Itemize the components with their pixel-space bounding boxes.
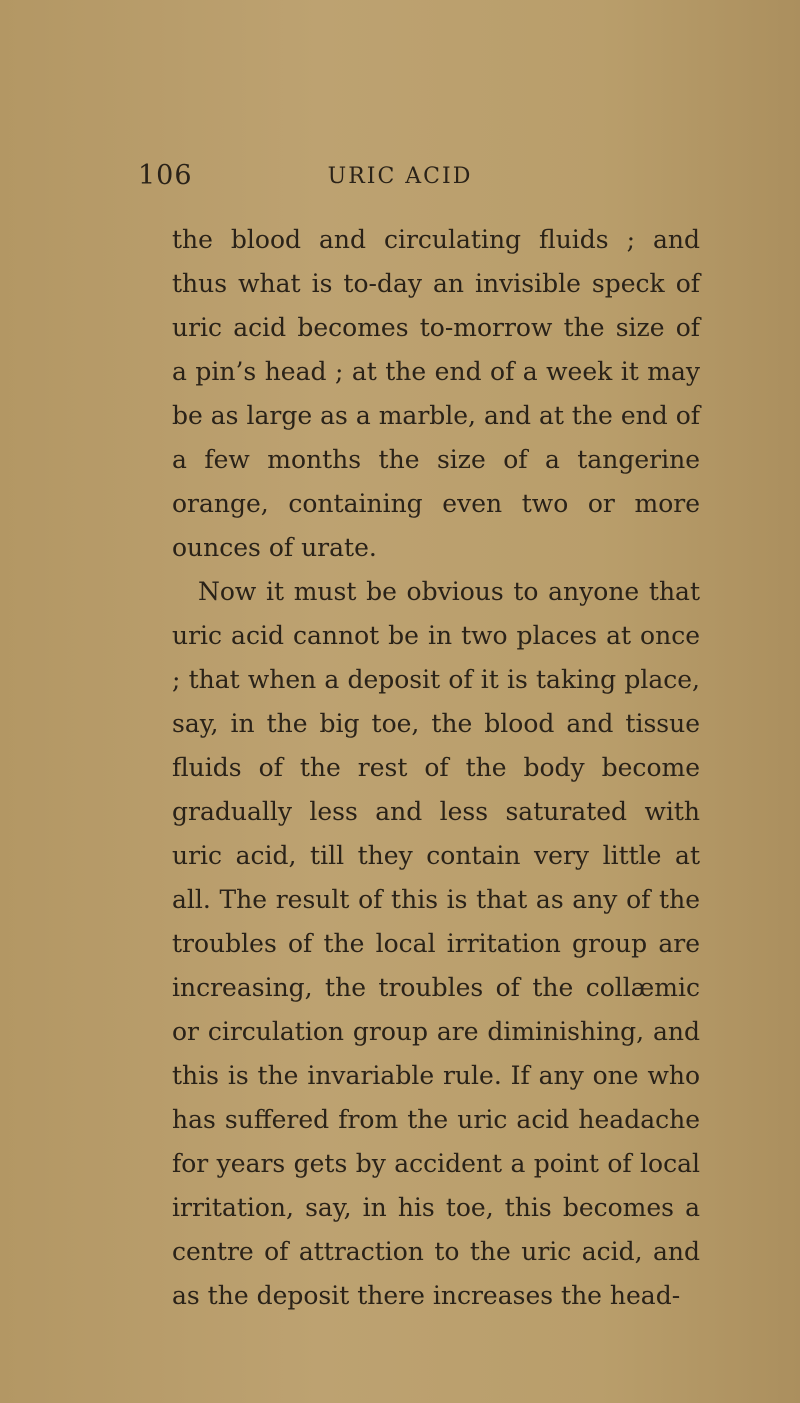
paragraph: Now it must be obvious to anyone that uric acid cannot be in two places at once ; that when a deposit of it is taking place, say, in the big toe, the blood and tissue fluids of the rest of the body become gradually less and less saturated with uric acid, till they contain very little at all. The result of this is that as any of the troubles of the local irritation group are increasing, the troubles of the collæmic or circulation group are diminishing, and this is the invariable rule. If any one who has suffered from the uric acid headache for years gets by accident a point of local irritation, say, in his toe, this becomes a centre of attraction to the uric acid, and as the deposit there increases the head- <box>172 577 700 1310</box>
page-number: 106 <box>138 160 193 191</box>
running-title: URIC ACID <box>327 164 473 189</box>
paragraph-continued: the blood and circulating fluids ; and thus what is to-day an invisible speck of uric acid becomes to-morrow the size of a pin’s head ; at the end of a week it may be as large as a marble, and at the end of a few months the size of a tangerine orange, containing even two or more ounces of urate. <box>172 225 700 562</box>
body-text <box>172 218 700 1318</box>
page-header <box>0 160 800 200</box>
